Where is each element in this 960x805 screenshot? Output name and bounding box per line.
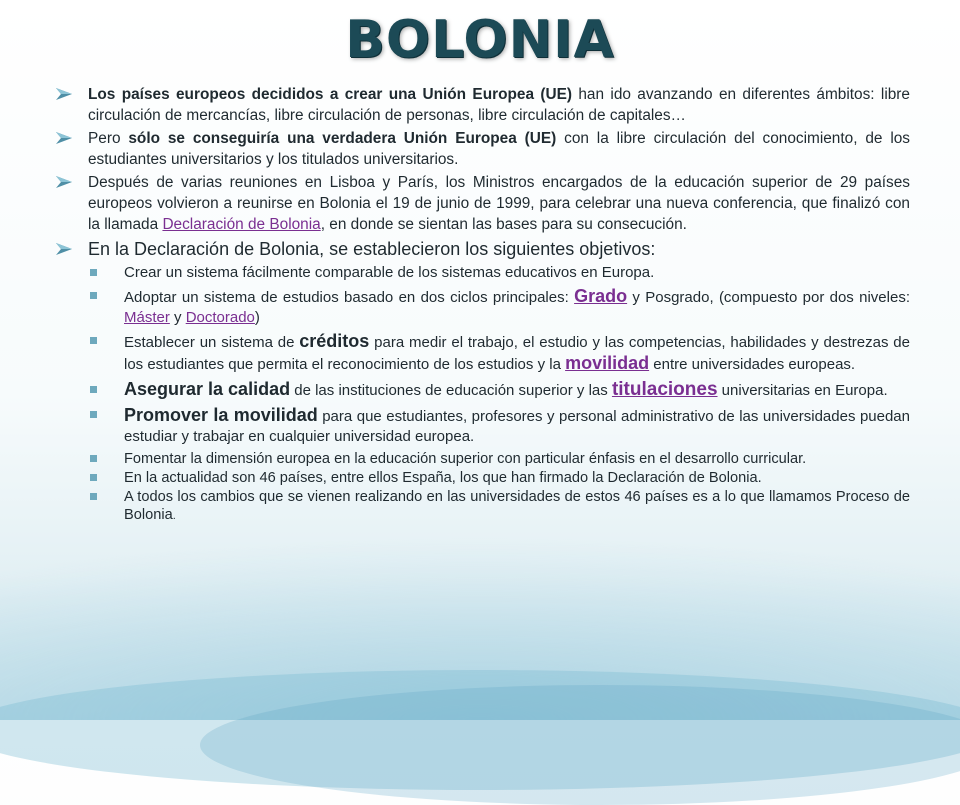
- objectives-heading: En la Declaración de Bolonia, se establecieron los siguientes objetivos:: [88, 239, 656, 259]
- objective-text: de las instituciones de educación superior y las: [290, 382, 612, 399]
- paragraph-text: han ido avanzando en diferentes ámbitos: libre circulación de mercancías, libre circulación de personas, libre circulación de capitales…: [88, 86, 910, 124]
- objective-text: Fomentar la dimensión europea en la educación superior con particular énfasis en el desarrollo curricular.: [124, 451, 807, 467]
- bullet-paragraph: [56, 128, 910, 170]
- objective-text: Establecer un sistema de: [124, 334, 300, 351]
- arrow-bullet-icon: [56, 241, 74, 257]
- objective-item: [56, 469, 910, 487]
- master-link[interactable]: Máster: [124, 309, 170, 326]
- objective-text: A todos los cambios que se vienen realizando en las universidades de estos 46 países es a lo que llamamos Proceso de Bolonia: [124, 489, 910, 523]
- arrow-bullet-icon: [56, 86, 74, 102]
- objective-text: para medir el trabajo, el estudio y las competencias, habilidades y destrezas de los estudiantes que permita el reconocimiento de los estudios y la: [124, 334, 910, 373]
- background-wave: [200, 685, 960, 805]
- page-title: BOLONIA: [345, 10, 615, 70]
- objective-text: En la actualidad son 46 países, entre ellos España, los que han firmado la Declaración de Bolonia.: [124, 470, 762, 486]
- bold-text: sólo se conseguiría una verdadera Unión Europea (UE): [128, 130, 557, 147]
- square-bullet-icon: [90, 474, 97, 481]
- objective-item: [56, 450, 910, 468]
- objective-item: [56, 286, 910, 328]
- paragraph-text: con la libre circulación del conocimiento, de los estudiantes universitarios y los titulados universitarios.: [88, 130, 910, 168]
- objective-item: [56, 263, 910, 283]
- objective-text: .: [172, 510, 176, 522]
- paragraph-text: Pero: [88, 130, 129, 147]
- objective-item: [56, 488, 910, 525]
- objective-text: Crear un sistema fácilmente comparable de los sistemas educativos en Europa.: [124, 264, 655, 281]
- objective-item: [56, 405, 910, 447]
- movilidad-link[interactable]: movilidad: [565, 353, 650, 373]
- grado-link[interactable]: Grado: [574, 286, 628, 306]
- slide-content: [56, 84, 910, 526]
- square-bullet-icon: [90, 269, 97, 276]
- doctorado-link[interactable]: Doctorado: [185, 309, 255, 326]
- square-bullet-icon: [90, 455, 97, 462]
- emphasis-text: Promover la movilidad: [124, 405, 318, 425]
- paragraph-text: Después de varias reuniones en Lisboa y París, los Ministros encargados de la educación superior de 29 países europeos volvieron a reunirse en Bolonia el 19 de junio de 1999, para celebrar una nueva conferencia, que finalizó con la llamada: [88, 174, 910, 233]
- objective-text: y: [169, 309, 186, 326]
- square-bullet-icon: [90, 337, 97, 344]
- objective-text: y Posgrado, (compuesto por dos niveles:: [627, 289, 910, 306]
- background-wave: [0, 670, 960, 790]
- bullet-paragraph: [56, 84, 910, 126]
- objective-text: para que estudiantes, profesores y personal administrativo de las universidades puedan estudiar y trabajar en cualquier universidad europea.: [124, 408, 910, 445]
- arrow-bullet-icon: [56, 174, 74, 190]
- bullet-heading: [56, 237, 910, 261]
- paragraph-text: , en donde se sientan las bases para su consecución.: [320, 216, 687, 233]
- square-bullet-icon: [90, 493, 97, 500]
- objective-text: universitarias en Europa.: [717, 382, 888, 399]
- objective-text: Adoptar un sistema de estudios basado en dos ciclos principales:: [124, 289, 575, 306]
- titulaciones-link[interactable]: titulaciones: [611, 379, 718, 400]
- objective-text: entre universidades europeas.: [649, 356, 856, 373]
- objective-item: [56, 378, 910, 402]
- bullet-paragraph: [56, 172, 910, 235]
- objective-text: ): [254, 309, 260, 326]
- arrow-bullet-icon: [56, 130, 74, 146]
- square-bullet-icon: [90, 411, 97, 418]
- emphasis-text: Asegurar la calidad: [124, 379, 291, 399]
- square-bullet-icon: [90, 386, 97, 393]
- emphasis-text: créditos: [299, 331, 370, 351]
- square-bullet-icon: [90, 292, 97, 299]
- declaracion-bolonia-link[interactable]: Declaración de Bolonia: [162, 216, 321, 233]
- objective-item: [56, 331, 910, 375]
- bold-text: Los países europeos decididos a crear una Unión Europea (UE): [88, 86, 572, 103]
